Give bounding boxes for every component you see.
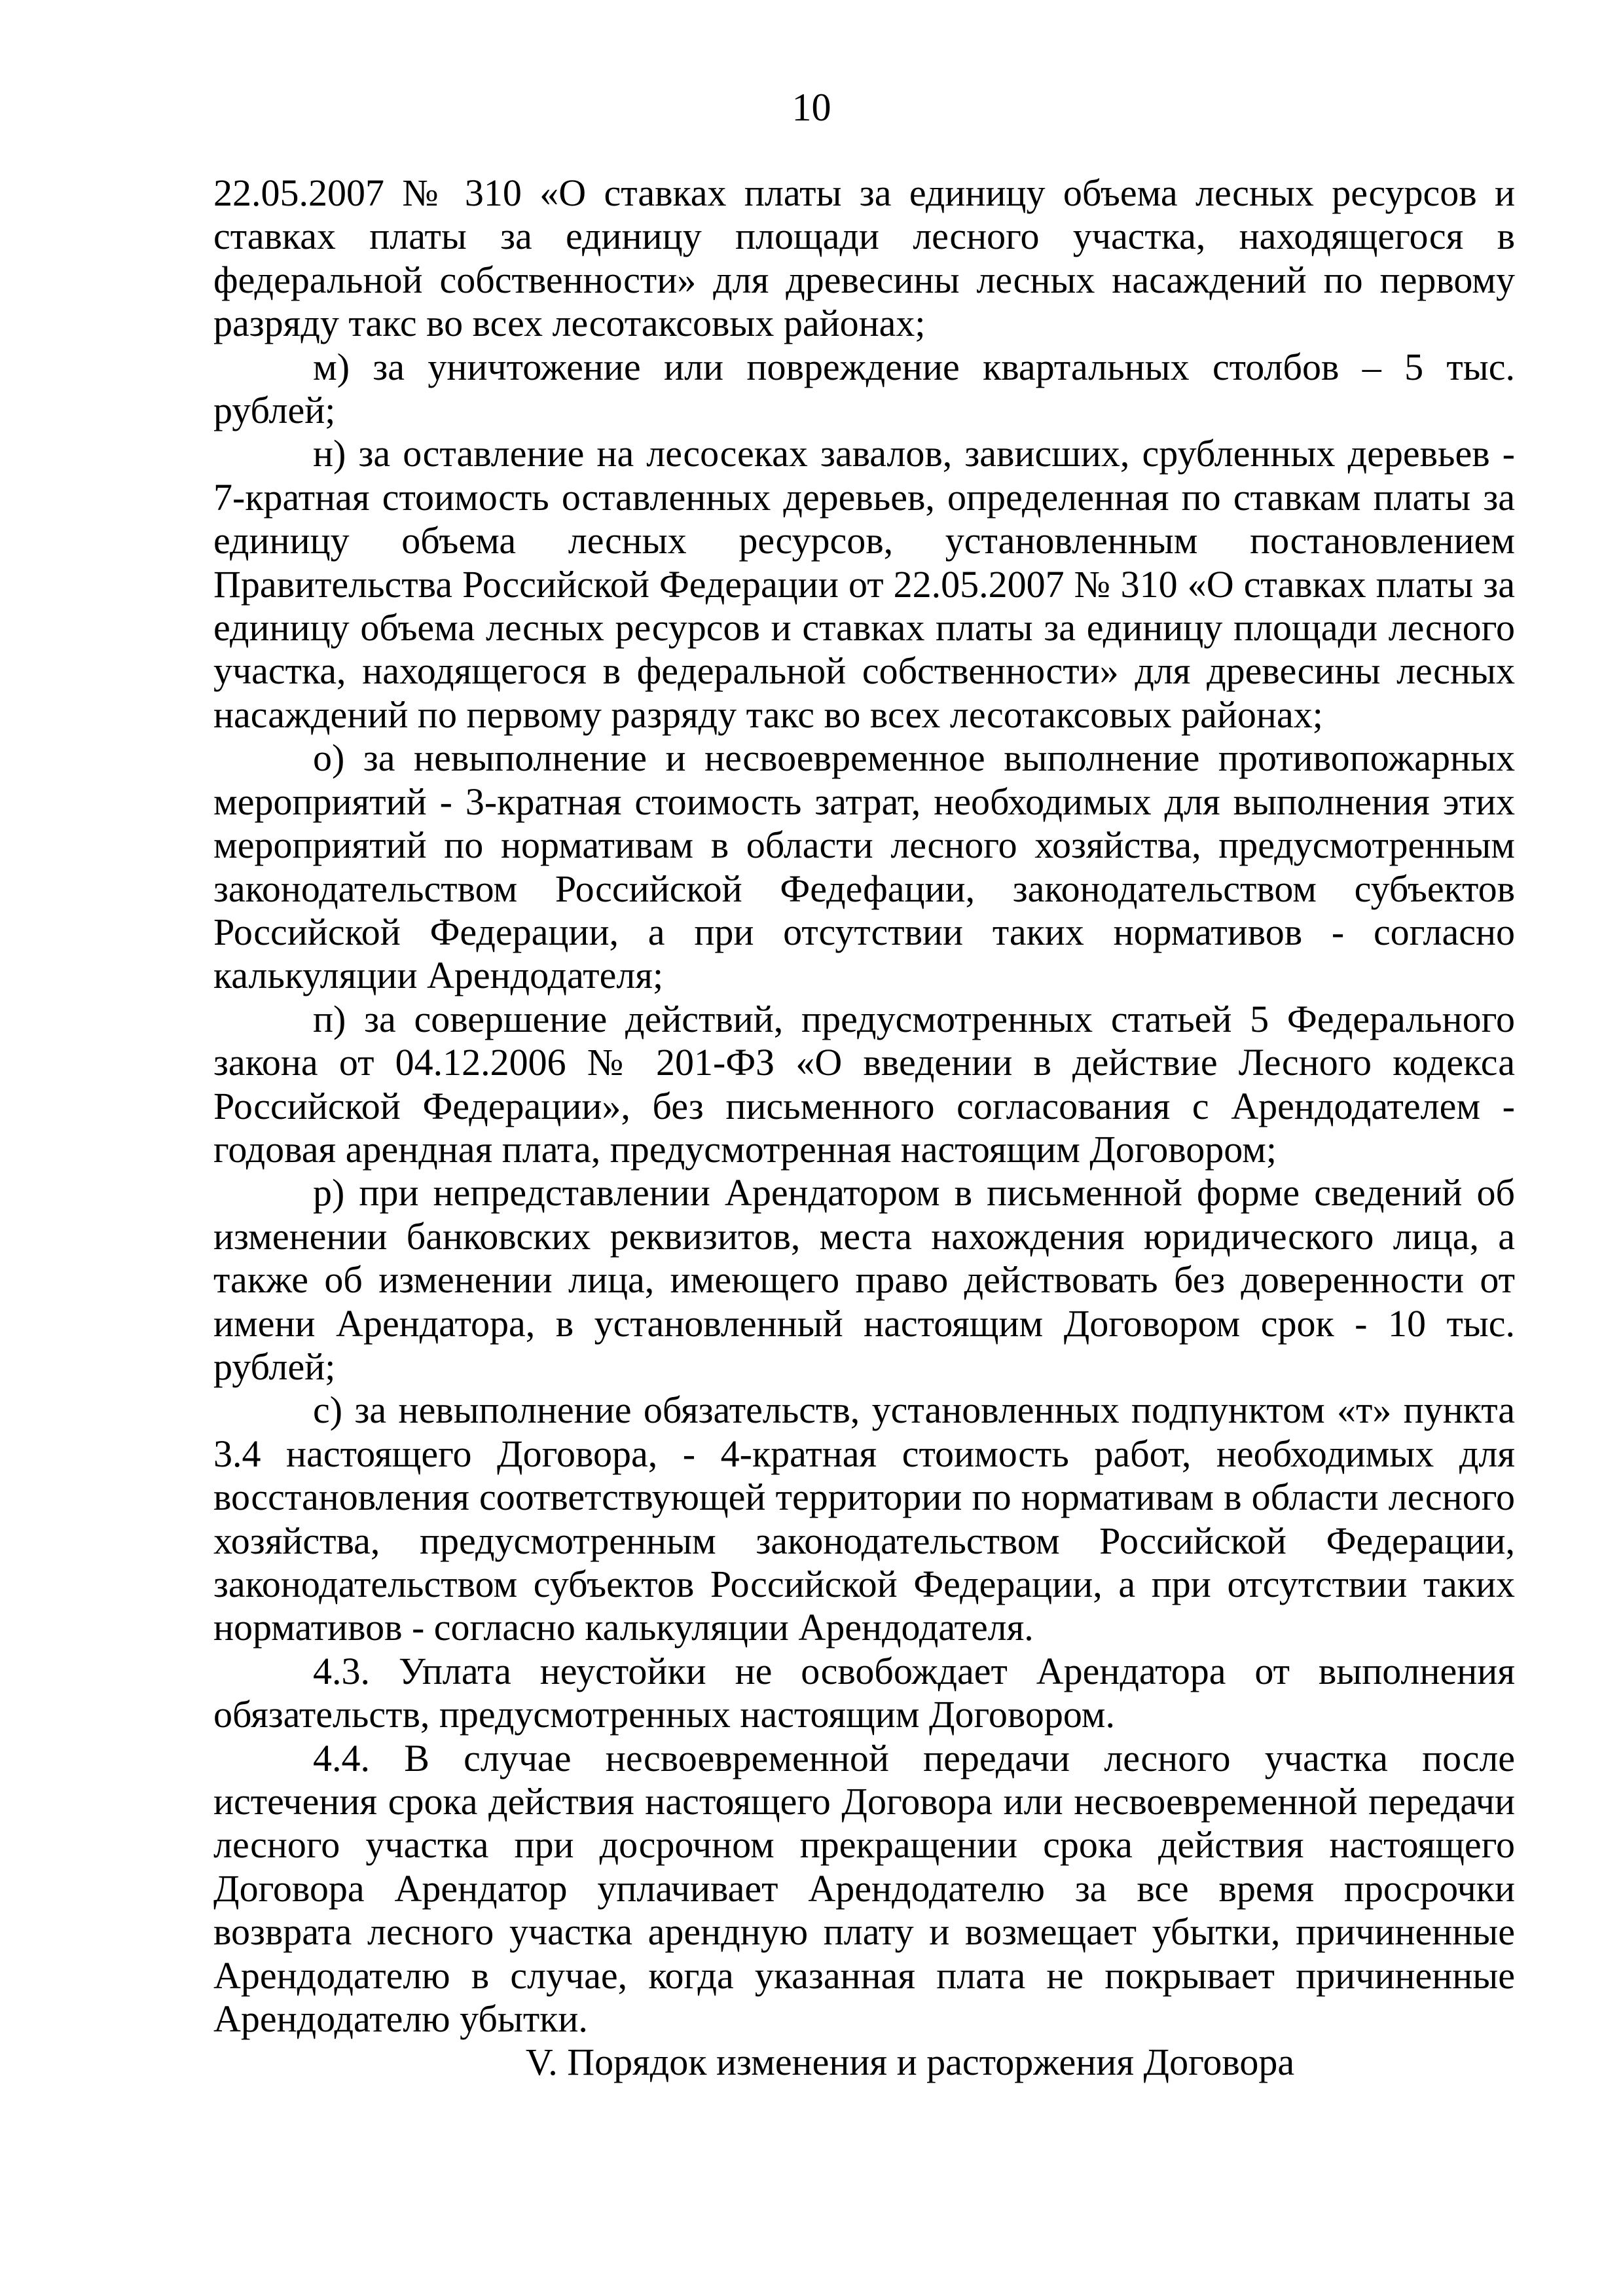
paragraph-item-n: н) за оставление на лесосеках завалов, зависших, срубленных деревьев - 7-кратная стоимость оставленных деревьев, определенная по ставкам платы за единицу объема лесных ресурсов, установленным постановлением Правительства Российской Федерации от 22.05.2007 № 310 «О ставках платы за единицу объема лесных ресурсов и ставках платы за единицу площади лесного участка, находящегося в федеральной собственности» для древесины лесных насаждений по первому разряду такс во всех лесотаксовых районах; (213, 432, 1515, 736)
paragraph-item-s: с) за невыполнение обязательств, установленных подпунктом «т» пункта 3.4 настоящего Договора, - 4-кратная стоимость работ, необходимых для восстановления соответствующей территории по нормативам в области лесного хозяйства, предусмотренным законодательством Российской Федерации, законодательством субъектов Российской Федерации, а при отсутствии таких нормативов - согласно калькуляции Арендодателя. (213, 1389, 1515, 1649)
paragraph-item-p: п) за совершение действий, предусмотренных статьей 5 Федерального закона от 04.12.2006 № 201-ФЗ «О введении в действие Лесного кодекса Российской Федерации», без письменного согласования с Арендодателем - годовая арендная плата, предусмотренная настоящим Договором; (213, 997, 1515, 1171)
paragraph-clause-4-3: 4.3. Уплата неустойки не освобождает Арендатора от выполнения обязательств, предусмотренных настоящим Договором. (213, 1649, 1515, 1736)
paragraph-item-r: р) при непредставлении Арендатором в письменной форме сведений об изменении банковских реквизитов, места нахождения юридического лица, а также об изменении лица, имеющего право действовать без доверенности от имени Арендатора, в установленный настоящим Договором срок - 10 тыс. рублей; (213, 1171, 1515, 1388)
paragraph-item-o: о) за невыполнение и несвоевременное выполнение противопожарных мероприятий - 3-кратная стоимость затрат, необходимых для выполнения этих мероприятий по нормативам в области лесного хозяйства, предусмотренным законодательством Российской Федефации, законодательством субъектов Российской Федерации, а при отсутствии таких нормативов - согласно калькуляции Арендодателя; (213, 737, 1515, 997)
paragraph-clause-4-4: 4.4. В случае несвоевременной передачи лесного участка после истечения срока действия настоящего Договора или несвоевременной передачи лесного участка при досрочном прекращении срока действия настоящего Договора Арендатор уплачивает Арендодателю за все время просрочки возврата лесного участка арендную плату и возмещает убытки, причиненные Арендодателю в случае, когда указанная плата не покрывает причиненные Арендодателю убытки. (213, 1736, 1515, 2041)
document-body (213, 172, 1515, 2085)
paragraph-item-m: м) за уничтожение или повреждение квартальных столбов – 5 тыс. рублей; (213, 345, 1515, 432)
page-number: 10 (792, 86, 831, 129)
section-heading: V. Порядок изменения и расторжения Договора (525, 2041, 1295, 2084)
paragraph-continuation: 22.05.2007 № 310 «О ставках платы за единицу объема лесных ресурсов и ставках платы за единицу площади лесного участка, находящегося в федеральной собственности» для древесины лесных насаждений по первому разряду такс во всех лесотаксовых районах; (213, 172, 1515, 345)
